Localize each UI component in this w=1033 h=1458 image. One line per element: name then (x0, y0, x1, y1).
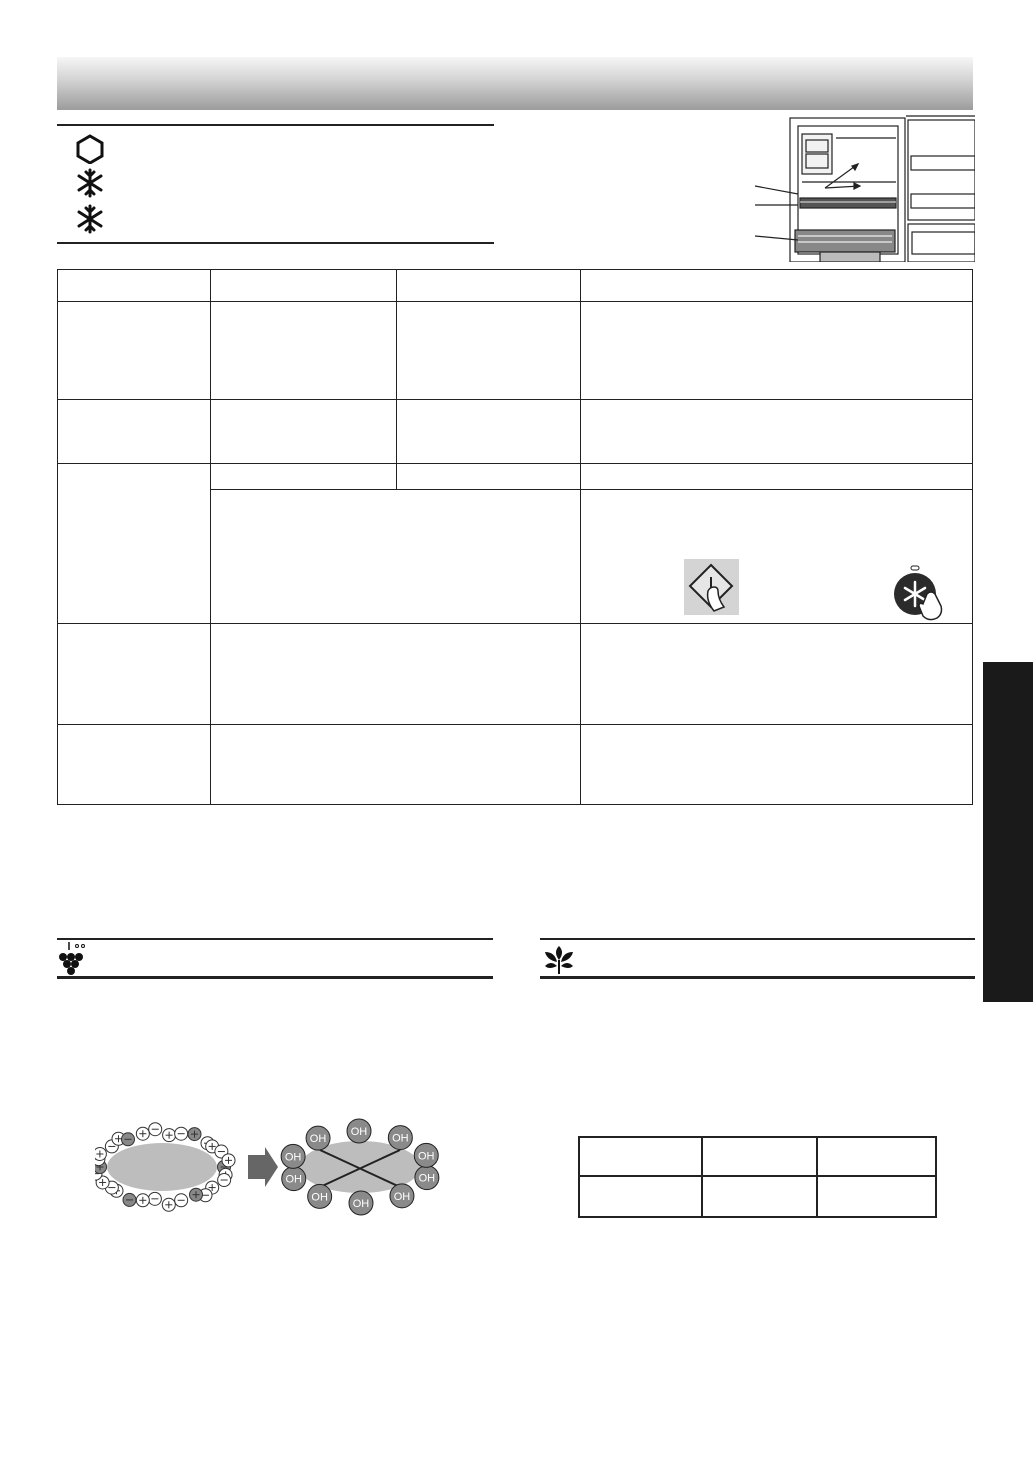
specification-table (57, 269, 973, 805)
oh-label: OH (311, 1191, 328, 1204)
table-cell (397, 400, 581, 464)
minus-charge-icon (175, 1127, 188, 1140)
oh-label: OH (284, 1151, 302, 1164)
hydroxyl-radical-icon (349, 1191, 373, 1215)
legend-bottom-rule (57, 242, 494, 244)
table-cell (397, 464, 581, 490)
plus-charge-icon (188, 1128, 201, 1141)
hydroxyl-radical-icon (306, 1126, 330, 1150)
table-cell (581, 270, 973, 302)
power-touch-button-icon (684, 559, 739, 615)
hydroxyl-radical-icon (282, 1167, 306, 1191)
hydroxyl-radical-icon (281, 1144, 305, 1168)
table-cell (581, 400, 973, 464)
oh-label: OH (392, 1132, 409, 1145)
leaf-plant-icon (542, 942, 576, 976)
grape-cluster-icon (57, 942, 87, 976)
table-cell (702, 1176, 817, 1217)
table-cell (58, 270, 211, 302)
snowflake-icon (75, 168, 105, 198)
table-cell (58, 464, 211, 624)
table-row (58, 464, 973, 490)
oh-label: OH (309, 1133, 327, 1146)
hydroxyl-radical-icon (347, 1119, 371, 1143)
table-cell (58, 400, 211, 464)
oh-label: OH (418, 1172, 436, 1185)
table-cell (58, 725, 211, 805)
snowflake-touch-button-icon (891, 564, 959, 622)
table-cell (817, 1176, 936, 1217)
minus-charge-icon (149, 1123, 162, 1136)
table-cell (579, 1137, 702, 1176)
minus-charge-icon (218, 1174, 231, 1187)
table-cell (397, 302, 581, 400)
chapter-side-tab (983, 662, 1033, 1002)
table-cell (211, 464, 397, 490)
section-header-bar (57, 57, 973, 110)
table-cell (211, 302, 397, 400)
table-cell (211, 270, 397, 302)
section-heading-right (540, 938, 975, 978)
table-cell (702, 1137, 817, 1176)
hexagon-icon (75, 134, 105, 164)
table-cell (579, 1176, 702, 1217)
oh-label: OH (350, 1126, 368, 1139)
ion-diagram (95, 1115, 455, 1225)
hydroxyl-radical-icon (308, 1184, 332, 1208)
legend-box (57, 124, 494, 244)
table-row (58, 725, 973, 805)
table-cell (58, 624, 211, 725)
table-cell (581, 725, 973, 805)
plus-charge-icon (95, 1147, 106, 1160)
table-cell (581, 302, 973, 400)
charged-particle-cluster-icon (95, 1115, 455, 1225)
right-arrow-icon (248, 1147, 278, 1187)
minus-charge-icon (123, 1193, 136, 1206)
table-cell (211, 624, 581, 725)
plus-charge-icon (222, 1154, 235, 1167)
plus-charge-icon (163, 1129, 176, 1142)
table-cell-with-buttons (581, 490, 973, 624)
plus-charge-icon (136, 1127, 149, 1140)
hydroxyl-radical-icon (390, 1184, 414, 1208)
snowflake-icon (75, 204, 105, 234)
section-heading-left (57, 938, 493, 978)
minus-charge-icon (122, 1133, 135, 1146)
plus-charge-icon (190, 1188, 203, 1201)
plus-charge-icon (136, 1194, 149, 1207)
table-cell (58, 302, 211, 400)
table-cell (397, 270, 581, 302)
oh-label: OH (418, 1150, 435, 1163)
table-cell (211, 400, 397, 464)
table-row (58, 302, 973, 400)
table-row (579, 1137, 936, 1176)
minus-charge-icon (148, 1192, 161, 1205)
hydroxyl-radical-icon (414, 1143, 438, 1167)
refrigerator-interior-illustration (740, 112, 975, 262)
hydroxyl-radical-icon (415, 1166, 439, 1190)
table-cell (211, 490, 581, 624)
table-header-row (58, 270, 973, 302)
oh-label: OH (393, 1190, 411, 1203)
table-row (579, 1176, 936, 1217)
minus-charge-icon (175, 1194, 188, 1207)
legend-top-rule (57, 124, 494, 126)
table-cell (581, 464, 973, 490)
table-row (58, 400, 973, 464)
table-cell (581, 624, 973, 725)
oh-label: OH (285, 1173, 302, 1186)
table-cell (211, 725, 581, 805)
hydroxyl-radical-icon (388, 1126, 412, 1150)
oh-label: OH (352, 1197, 370, 1210)
table-row (58, 624, 973, 725)
plus-charge-icon (162, 1198, 175, 1211)
small-table (578, 1136, 937, 1218)
table-cell (817, 1137, 936, 1176)
